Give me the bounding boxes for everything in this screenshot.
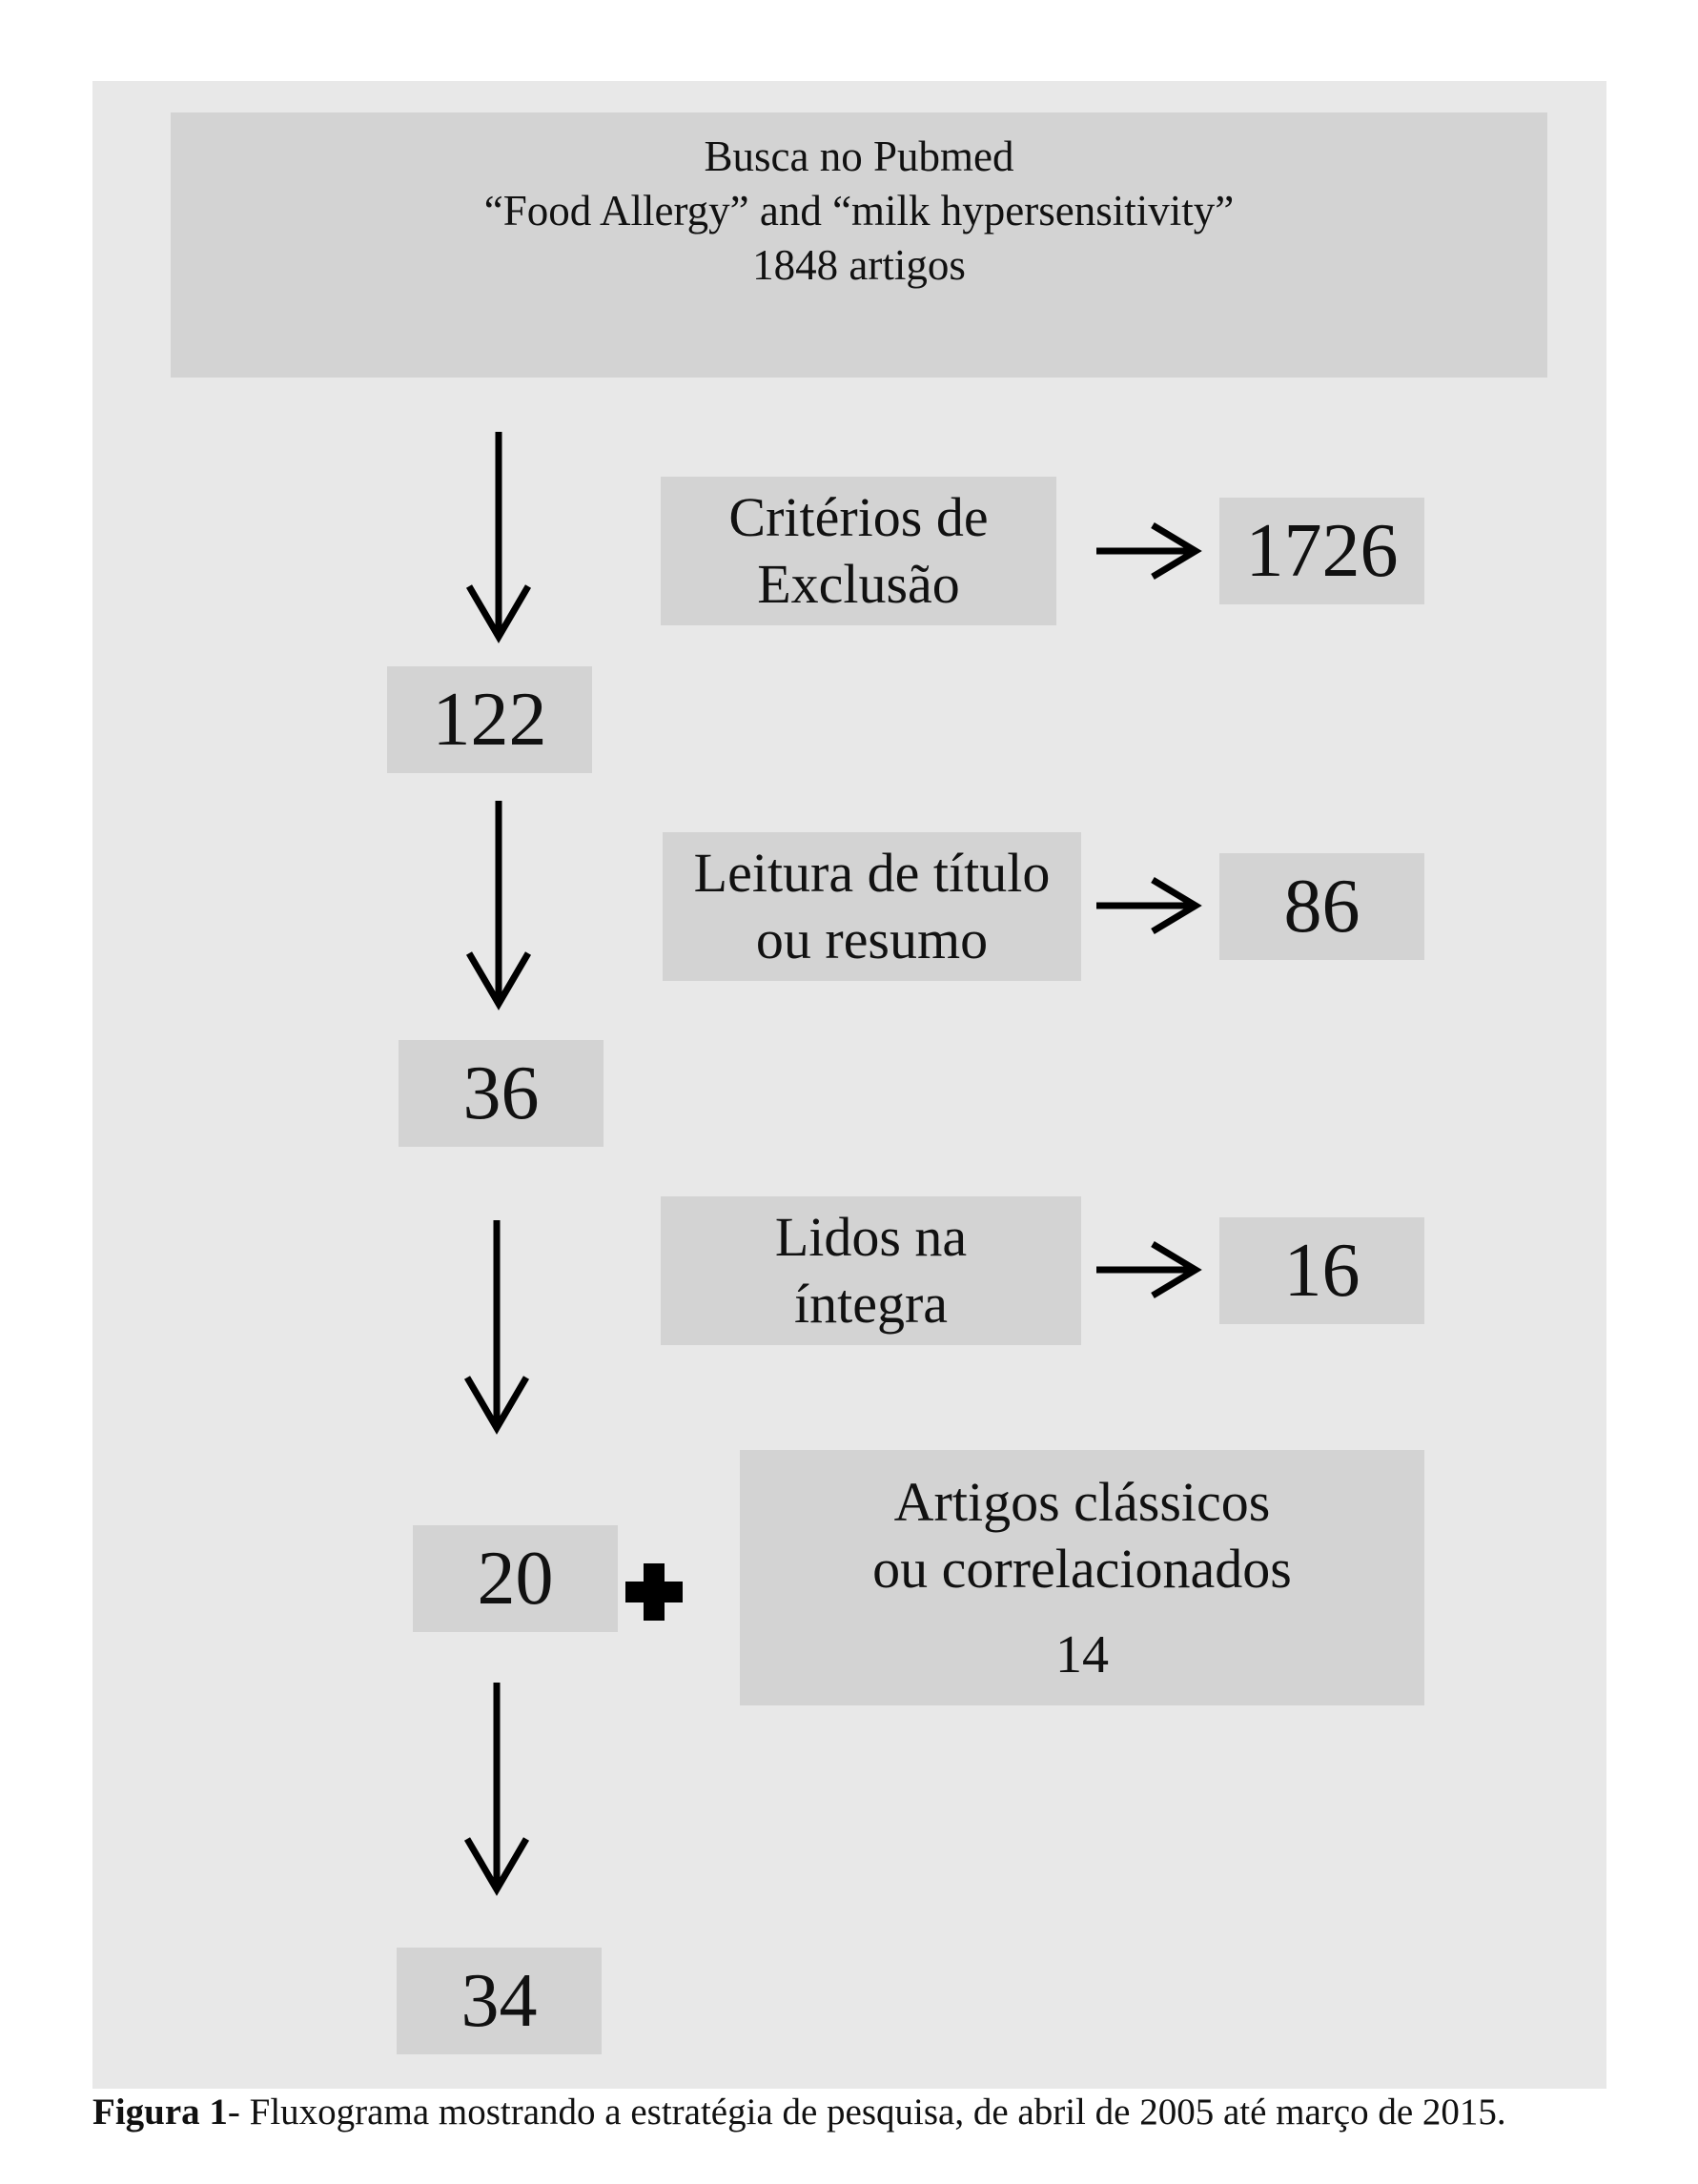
remaining-count-box bbox=[387, 666, 592, 773]
criterion-label: Leitura de título bbox=[693, 842, 1051, 904]
remaining-count-box bbox=[413, 1525, 618, 1632]
down-arrow-icon bbox=[467, 1220, 526, 1428]
added-label: Artigos clássicos bbox=[893, 1471, 1271, 1533]
final-count-box bbox=[397, 1948, 602, 2054]
down-arrow-icon bbox=[467, 1683, 526, 1889]
added-count: 14 bbox=[1055, 1625, 1109, 1684]
criterion-label: Critérios de bbox=[728, 486, 989, 548]
search-count: 1848 artigos bbox=[752, 241, 966, 289]
remaining-count: 122 bbox=[432, 678, 547, 762]
right-arrow-icon bbox=[1096, 880, 1196, 931]
figure-caption-text: - Fluxograma mostrando a estratégia de pesquisa, de abril de 2005 até março de 2015. bbox=[227, 2092, 1506, 2133]
excluded-count-box bbox=[1219, 1217, 1424, 1324]
excluded-count-box bbox=[1219, 853, 1424, 960]
remaining-count-box bbox=[399, 1040, 604, 1147]
remaining-count: 20 bbox=[477, 1537, 554, 1621]
added-articles-box bbox=[740, 1450, 1424, 1705]
excluded-count: 1726 bbox=[1245, 509, 1399, 593]
flow-arrows bbox=[92, 81, 1606, 2089]
plus-icon bbox=[625, 1563, 683, 1621]
down-arrow-icon bbox=[469, 801, 528, 1004]
criterion-label: Exclusão bbox=[757, 553, 960, 615]
excluded-count: 16 bbox=[1283, 1229, 1360, 1313]
figure-caption bbox=[92, 2090, 1637, 2135]
right-arrow-icon bbox=[1096, 1244, 1196, 1296]
remaining-count: 36 bbox=[462, 1051, 540, 1135]
search-title: Busca no Pubmed bbox=[704, 133, 1014, 180]
figure-label: Figura 1 bbox=[92, 2092, 228, 2133]
excluded-count-box bbox=[1219, 498, 1424, 604]
criterion-label: íntegra bbox=[793, 1273, 949, 1335]
excluded-count: 86 bbox=[1283, 865, 1360, 949]
final-count: 34 bbox=[460, 1959, 538, 2043]
search-box bbox=[171, 112, 1547, 378]
search-query: “Food Allergy” and “milk hypersensitivity” bbox=[483, 187, 1235, 235]
added-label: ou correlacionados bbox=[872, 1538, 1292, 1600]
flowchart-panel bbox=[92, 81, 1606, 2089]
criterion-box-exclusion bbox=[661, 477, 1056, 625]
criterion-label: Lidos na bbox=[774, 1206, 968, 1268]
criterion-label: ou resumo bbox=[755, 908, 989, 970]
criterion-box-full-text bbox=[661, 1196, 1081, 1345]
down-arrow-icon bbox=[469, 432, 528, 637]
criterion-box-title-abstract bbox=[663, 832, 1081, 981]
right-arrow-icon bbox=[1096, 525, 1196, 577]
